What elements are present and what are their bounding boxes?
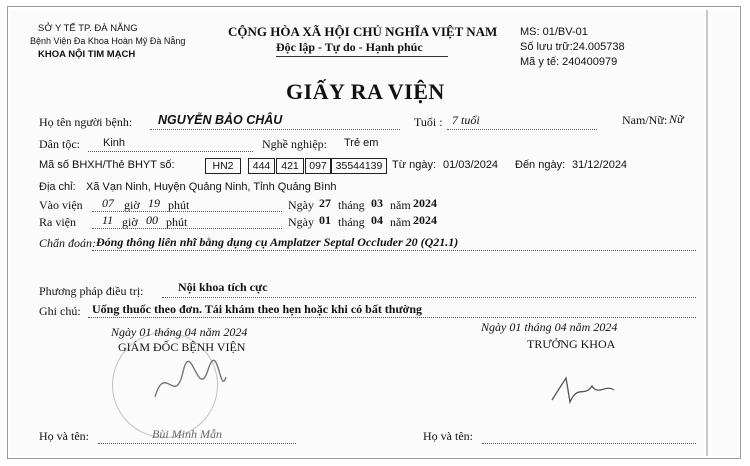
- right-name-label: Họ và tên:: [423, 429, 473, 443]
- job-value: Trẻ em: [344, 137, 379, 149]
- valid-to-label: Đến ngày:: [515, 159, 566, 171]
- archive-number: Số lưu trữ:24.005738: [520, 41, 625, 53]
- admission-hour: 07: [102, 196, 114, 210]
- ethnic-label: Dân tộc:: [39, 137, 80, 151]
- admission-minute: 19: [148, 196, 160, 210]
- admission-year-label: năm: [390, 198, 411, 212]
- address-value: Xã Vạn Ninh, Huyện Quảng Ninh, Tỉnh Quảng Bình: [86, 181, 337, 193]
- age-dots: [447, 129, 597, 130]
- diagnosis-value: Đóng thông liên nhĩ bằng dụng cụ Amplatzer Septal Occluder 20 (Q21.1): [96, 235, 459, 249]
- paper-edge: [706, 10, 708, 456]
- discharge-minute: 00: [146, 213, 158, 227]
- left-name-label: Họ và tên:: [39, 429, 89, 443]
- dept-line-3: KHOA NỘI TIM MẠCH: [38, 49, 136, 60]
- motto-underline: [276, 56, 448, 57]
- discharge-year: 2024: [413, 213, 437, 227]
- director-signature: [150, 352, 230, 412]
- motto: Độc lập - Tự do - Hạnh phúc: [276, 40, 423, 54]
- ethnic-value: Kinh: [103, 137, 126, 149]
- bhyt-label: Mã số BHXH/Thẻ BHYT số:: [39, 159, 175, 171]
- document-title: GIẤY RA VIỆN: [286, 79, 445, 104]
- discharge-day: 01: [319, 213, 331, 227]
- dept-line-1: SỞ Y TẾ TP. ĐÀ NẴNG: [38, 23, 138, 34]
- bhyt-box-4: 097: [305, 158, 331, 174]
- treatment-label: Phương pháp điều trị:: [39, 284, 144, 298]
- nation-title: CỘNG HÒA XÃ HỘI CHỦ NGHĨA VIỆT NAM: [228, 24, 498, 39]
- admission-day-label: Ngày: [288, 198, 314, 212]
- left-name-dots: [98, 443, 296, 444]
- name-value: NGUYỄN BẢO CHÂU: [158, 113, 283, 127]
- discharge-month: 04: [371, 213, 383, 227]
- admission-time-dots: [92, 211, 282, 212]
- bhyt-box-5: 35544139: [331, 158, 387, 174]
- admission-hour-unit: giờ: [124, 198, 140, 212]
- age-value: 7 tuổi: [452, 113, 480, 127]
- note-value: Uống thuốc theo đơn. Tái khám theo hẹn hoặc khi có bất thường: [92, 302, 422, 316]
- bhyt-box-3: 421: [276, 158, 304, 174]
- discharge-year-label: năm: [390, 215, 411, 229]
- ethnic-dots: [88, 151, 253, 152]
- left-sign-role: GIÁM ĐỐC BỆNH VIỆN: [118, 340, 246, 354]
- treatment-dots: [162, 297, 696, 298]
- age-label: Tuổi :: [414, 115, 443, 129]
- diagnosis-dots: [92, 250, 696, 251]
- admission-minute-unit: phút: [168, 198, 190, 212]
- admission-label: Vào viện: [39, 198, 83, 212]
- address-label: Địa chỉ:: [39, 181, 76, 193]
- treatment-value: Nội khoa tích cực: [178, 280, 268, 294]
- admission-month-label: tháng: [338, 198, 365, 212]
- note-dots: [88, 317, 696, 318]
- admission-year: 2024: [413, 196, 437, 210]
- discharge-day-label: Ngày: [288, 215, 314, 229]
- discharge-label: Ra viện: [39, 215, 76, 229]
- discharge-hour-unit: giờ: [122, 215, 138, 229]
- left-sign-date: Ngày 01 tháng 04 năm 2024: [111, 325, 248, 339]
- job-label: Nghề nghiệp:: [262, 137, 327, 151]
- note-label: Ghi chú:: [39, 304, 81, 318]
- discharge-hour: 11: [102, 213, 114, 227]
- left-name-value: Bùi Minh Mẫn: [152, 427, 222, 441]
- bhyt-box-1: HN2: [205, 158, 241, 174]
- sex-label: Nam/Nữ:: [622, 113, 668, 127]
- form-code: MS: 01/BV-01: [520, 26, 588, 38]
- diagnosis-label: Chẩn đoán:: [39, 236, 96, 250]
- name-label: Họ tên người bệnh:: [39, 115, 133, 129]
- sex-value: Nữ: [669, 112, 684, 126]
- right-sign-role: TRƯỞNG KHOA: [527, 337, 616, 351]
- discharge-month-label: tháng: [338, 215, 365, 229]
- valid-from-label: Từ ngày:: [392, 159, 437, 171]
- right-sign-date: Ngày 01 tháng 04 năm 2024: [481, 320, 618, 334]
- dept-line-2: Bệnh Viện Đa Khoa Hoàn Mỹ Đà Nẵng: [30, 36, 186, 46]
- valid-from-value: 01/03/2024: [443, 159, 499, 171]
- name-dots: [150, 129, 400, 130]
- medical-code: Mã y tế: 240400979: [520, 56, 618, 68]
- head-signature: [548, 372, 618, 408]
- admission-month: 03: [371, 196, 383, 210]
- bhyt-box-2: 444: [248, 158, 275, 174]
- admission-day: 27: [319, 196, 331, 210]
- discharge-time-dots: [92, 228, 282, 229]
- right-name-dots: [482, 443, 696, 444]
- discharge-minute-unit: phút: [166, 215, 188, 229]
- valid-to-value: 31/12/2024: [572, 159, 628, 171]
